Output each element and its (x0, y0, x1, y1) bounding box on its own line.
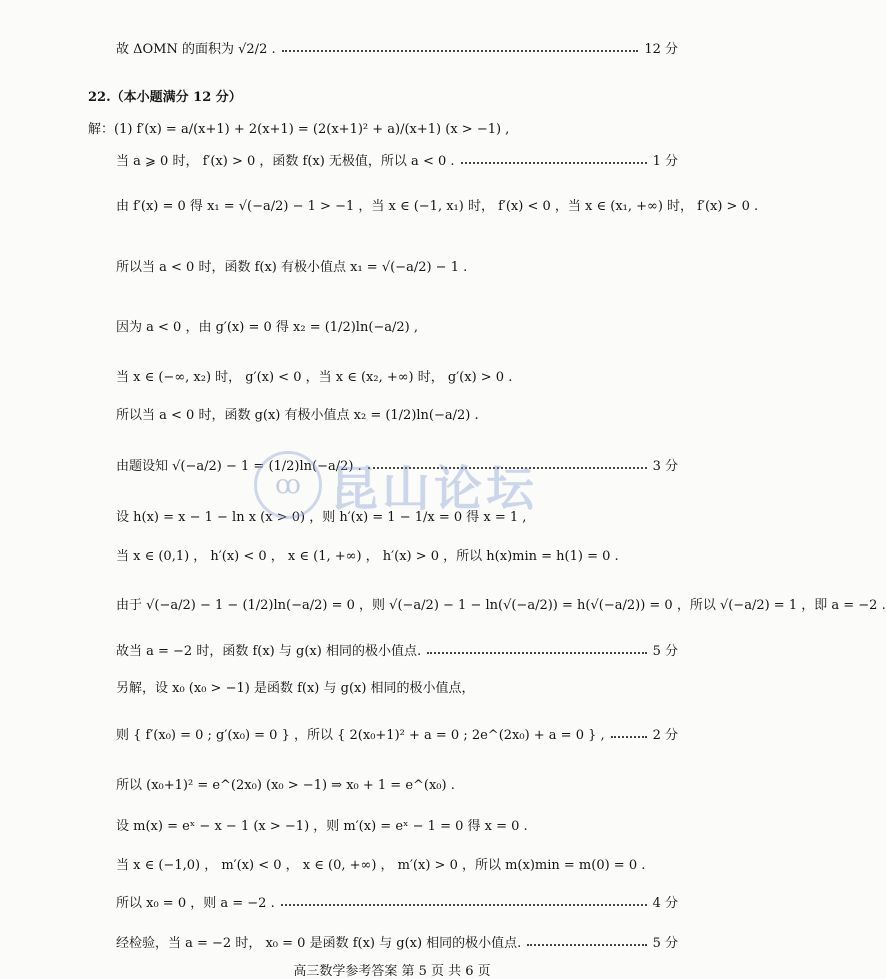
answer-line-alt (0, 677, 784, 696)
answer-line-case (0, 150, 784, 169)
line-text: 所以当 a < 0 时，函数 f(x) 有极小值点 x₁ = √(−a/2) − 1 . (116, 260, 468, 275)
line-text: 故 ΔOMN 的面积为 √2/2 . (116, 42, 276, 57)
line-text: 当 x ∈ (0,1) ， h′(x) < 0 ， x ∈ (1, +∞) ， h′(x) > 0 ，所以 h(x)min = h(1) = 0 . (116, 549, 619, 564)
answer-line-x0 (0, 892, 784, 911)
line-text: 因为 a < 0 ，由 g′(x) = 0 得 x₂ = (1/2)ln(−a/2) , (116, 320, 419, 335)
answer-line-conclusion (0, 640, 784, 659)
score-mark: 3 分 (652, 459, 678, 474)
answer-line-equation (0, 774, 784, 793)
leader-dots (282, 50, 639, 52)
line-text: 设 m(x) = eˣ − x − 1 (x > −1) ，则 m′(x) = eˣ − 1 = 0 得 x = 0 . (116, 819, 528, 834)
answer-line-f-min (0, 256, 784, 275)
answer-line-m (0, 815, 784, 834)
line-text: 由 f′(x) = 0 得 x₁ = √(−a/2) − 1 > −1 ，当 x ∈ (−1, x₁) 时， f′(x) < 0 ，当 x ∈ (x₁, +∞) 时， f′(x) > 0 . (116, 199, 759, 214)
answer-line-area (0, 38, 784, 57)
line-text: 解：(1) f′(x) = a/(x+1) + 2(x+1) = (2(x+1)² + a)/(x+1) (x > −1) , (88, 122, 510, 137)
line-text: 当 x ∈ (−∞, x₂) 时， g′(x) < 0 ，当 x ∈ (x₂, +∞) 时， g′(x) > 0 . (116, 370, 513, 385)
answer-line-m-min (0, 854, 784, 873)
answer-line-condition (0, 455, 784, 474)
line-text: 故当 a = −2 时，函数 f(x) 与 g(x) 相同的极小值点. (116, 644, 422, 659)
line-text: 所以当 a < 0 时，函数 g(x) 有极小值点 x₂ = (1/2)ln(−a/2) . (116, 408, 479, 423)
score-mark: 1 分 (652, 154, 678, 169)
answer-line-solve-a (0, 594, 886, 613)
line-text: 当 a ⩾ 0 时， f′(x) > 0 ，函数 f(x) 无极值，所以 a < 0 . (116, 154, 455, 169)
answer-line-h (0, 506, 784, 525)
answer-line-g-min (0, 404, 784, 423)
score-mark: 5 分 (652, 644, 678, 659)
line-text: 所以 (x₀+1)² = e^(2x₀) (x₀ > −1) ⇒ x₀ + 1 = e^(x₀) . (116, 778, 455, 793)
line-text: 所以 x₀ = 0 ，则 a = −2 . (116, 896, 275, 911)
leader-dots (368, 467, 647, 469)
leader-dots (527, 944, 646, 946)
line-text: 由于 √(−a/2) − 1 − (1/2)ln(−a/2) = 0 ，则 √(−a/2) − 1 − ln(√(−a/2)) = h(√(−a/2)) = 0 ，所以 √(−a/2) = 1 ，即 a = −2 . (116, 598, 886, 613)
watermark-text: 昆山论坛 (330, 461, 539, 517)
line-text: 另解，设 x₀ (x₀ > −1) 是函数 f(x) 与 g(x) 相同的极小值点， (116, 681, 475, 696)
line-text: 设 h(x) = x − 1 − ln x (x > 0) ，则 h′(x) = 1 − 1/x = 0 得 x = 1 , (116, 510, 527, 525)
answer-line-derivative (0, 118, 784, 137)
score-mark: 5 分 (652, 936, 678, 951)
answer-line-h-min (0, 545, 784, 564)
line-text: 则 { f′(x₀) = 0 ; g′(x₀) = 0 } ，所以 { 2(x₀+1)² + a = 0 ; 2e^(2x₀) + a = 0 } , (116, 728, 605, 743)
leader-dots (281, 904, 647, 906)
question-title: 22.（本小题满分 12 分） (88, 90, 242, 105)
line-text: 由题设知 √(−a/2) − 1 = (1/2)ln(−a/2) . (116, 459, 362, 474)
watermark-logo-icon: ꝏ (254, 451, 322, 519)
score-mark: 12 分 (644, 42, 678, 57)
answer-line-x2 (0, 316, 784, 335)
line-text: 当 x ∈ (−1,0) ， m′(x) < 0 ， x ∈ (0, +∞) ， m′(x) > 0 ，所以 m(x)min = m(0) = 0 . (116, 858, 646, 873)
score-mark: 4 分 (652, 896, 678, 911)
score-mark: 2 分 (652, 728, 678, 743)
answer-line-x1 (0, 195, 784, 214)
answer-line-verify (0, 932, 784, 951)
leader-dots (427, 652, 647, 654)
page-footer: 高三数学参考答案 第 5 页 共 6 页 (293, 964, 491, 979)
leader-dots (611, 736, 647, 738)
answer-line-system (0, 724, 784, 743)
leader-dots (461, 162, 647, 164)
question-heading (0, 86, 784, 105)
line-text: 经检验，当 a = −2 时， x₀ = 0 是函数 f(x) 与 g(x) 相同的极小值点. (116, 936, 522, 951)
answer-line-g-sign (0, 366, 784, 385)
